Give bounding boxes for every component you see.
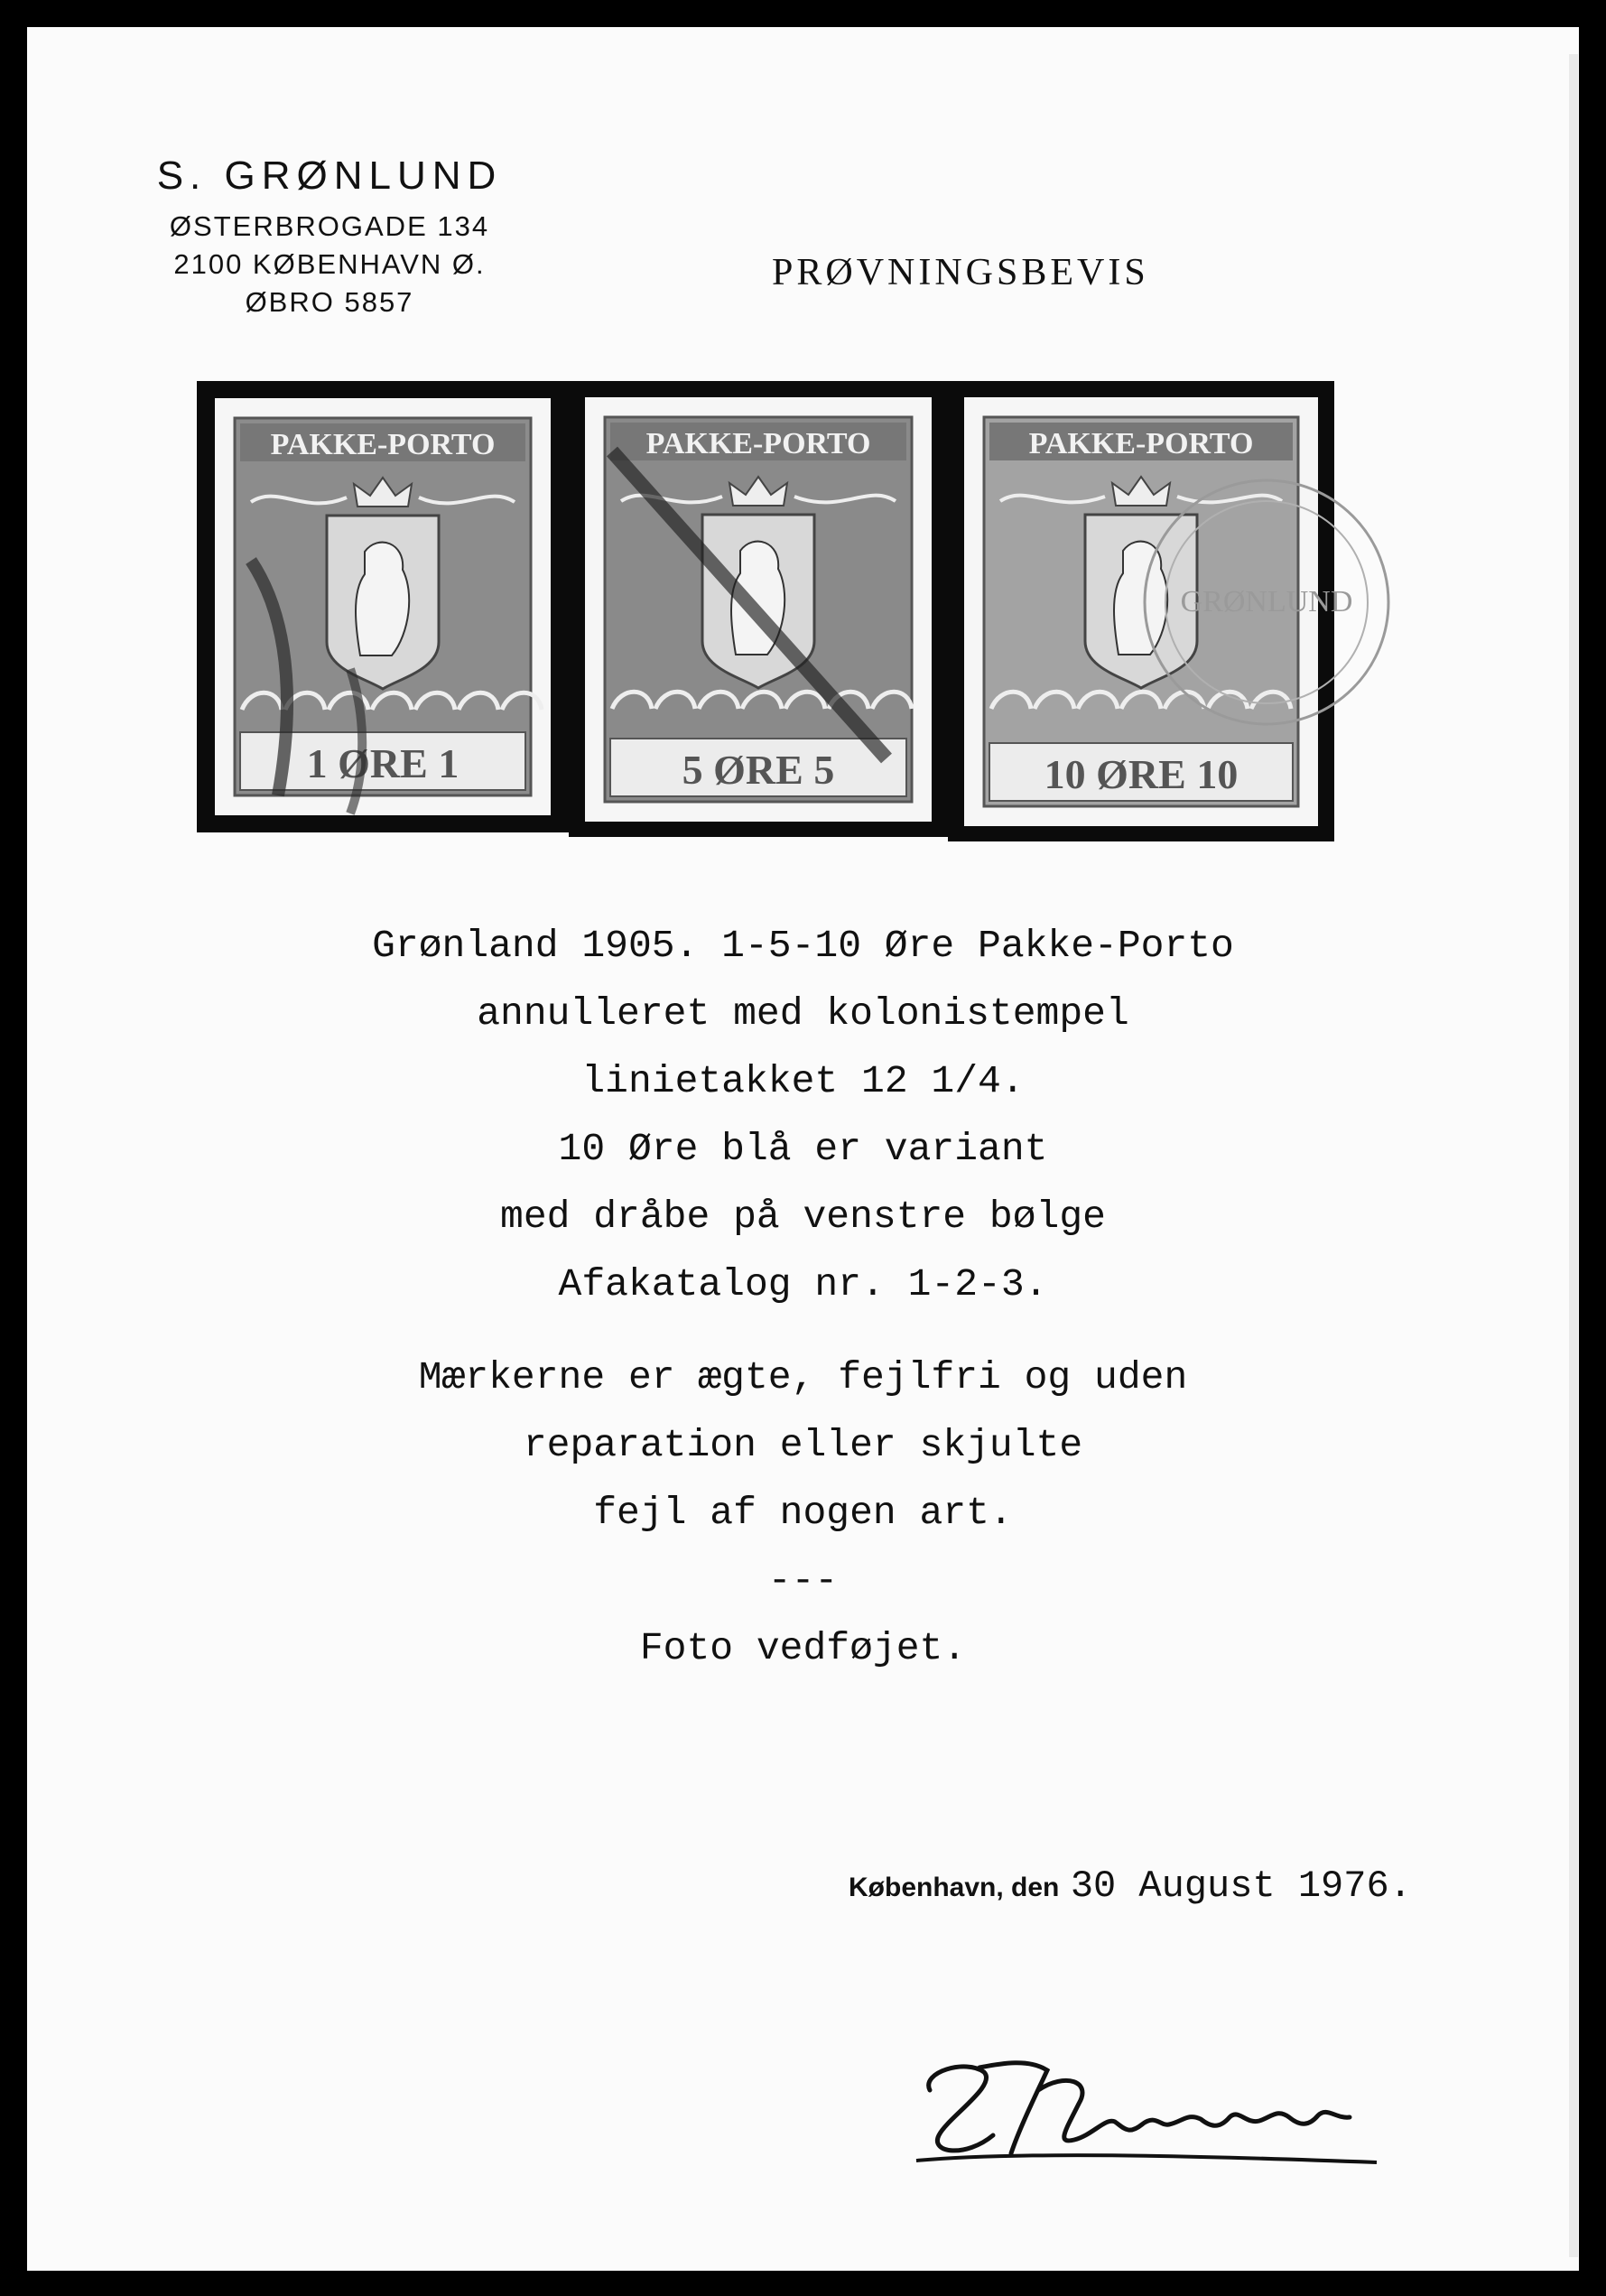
statement-line-2: reparation eller skjulte bbox=[523, 1423, 1083, 1467]
statement-block bbox=[0, 1343, 1606, 1682]
stamp-top-text: PAKKE-PORTO bbox=[645, 427, 871, 460]
stamp-1 bbox=[215, 398, 551, 815]
sender-street: ØSTERBROGADE 134 bbox=[169, 210, 490, 242]
description-line-4: 10 Øre blå er variant bbox=[558, 1127, 1048, 1171]
sender-phone: ØBRO 5857 bbox=[245, 286, 414, 318]
statement-line-1: Mærkerne er ægte, fejlfri og uden bbox=[418, 1355, 1188, 1399]
place-label: København, den bbox=[849, 1873, 1060, 1902]
stamp-2 bbox=[585, 397, 932, 822]
stamp-top-text: PAKKE-PORTO bbox=[270, 428, 496, 461]
statement-line-5: Foto vedføjet. bbox=[639, 1626, 967, 1670]
sender-city: 2100 KØBENHAVN Ø. bbox=[173, 248, 486, 280]
description-block bbox=[0, 912, 1606, 1318]
postmark-text: GRØNLUND bbox=[1180, 585, 1353, 618]
stamp-frame-2 bbox=[569, 381, 948, 837]
stamp-value-text: 10 ØRE 10 bbox=[1044, 751, 1239, 797]
stamp-photo bbox=[197, 381, 1353, 837]
statement-line-3: fejl af nogen art. bbox=[593, 1491, 1013, 1535]
stamp-frame-1 bbox=[197, 381, 569, 832]
certificate-title: PRØVNINGSBEVIS bbox=[772, 252, 1149, 293]
stamp-value-text: 5 ØRE 5 bbox=[682, 747, 835, 793]
sender-name: S. GRØNLUND bbox=[156, 153, 503, 198]
description-line-3: linietakket 12 1/4. bbox=[581, 1059, 1025, 1103]
place-date bbox=[849, 1864, 1412, 1908]
description-line-2: annulleret med kolonistempel bbox=[477, 991, 1129, 1036]
signature bbox=[912, 2054, 1381, 2171]
issue-date: 30 August 1976. bbox=[1070, 1864, 1412, 1908]
description-line-5: med dråbe på venstre bølge bbox=[500, 1194, 1106, 1239]
sender-address bbox=[135, 153, 524, 321]
description-line-1: Grønland 1905. 1-5-10 Øre Pakke-Porto bbox=[372, 924, 1234, 968]
postmark-stamp bbox=[1131, 467, 1402, 738]
description-line-6: Afakatalog nr. 1-2-3. bbox=[558, 1262, 1048, 1306]
stamp-value-text: 1 ØRE 1 bbox=[306, 740, 460, 786]
stamp-top-text: PAKKE-PORTO bbox=[1028, 427, 1254, 460]
statement-divider: --- bbox=[767, 1558, 839, 1603]
